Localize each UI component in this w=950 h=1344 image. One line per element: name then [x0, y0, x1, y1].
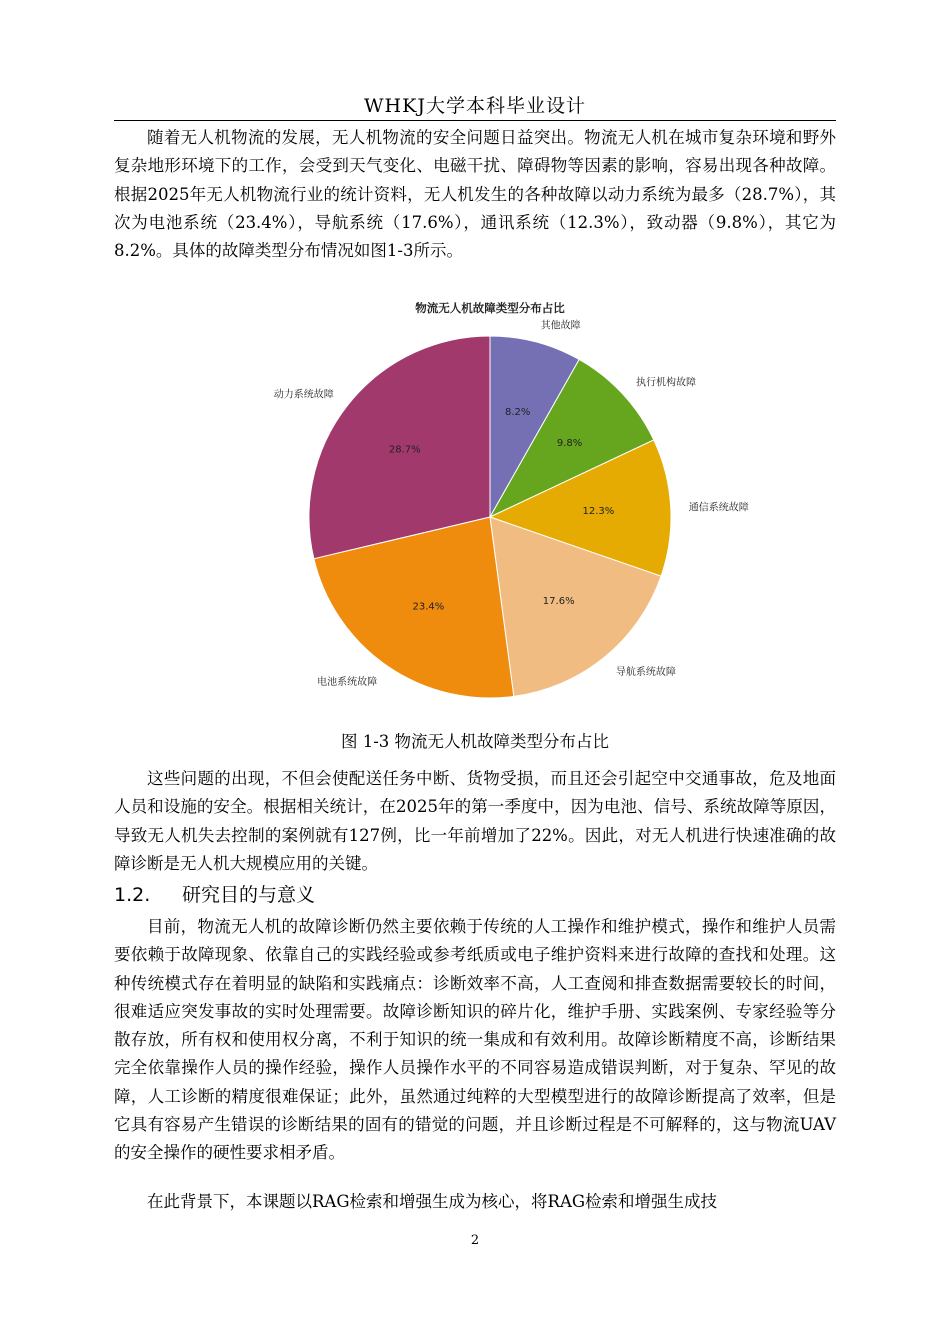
paragraph-intro: 随着无人机物流的发展，无人机物流的安全问题日益突出。物流无人机在城市复杂环境和野外复杂地形环境下的工作，会受到天气变化、电磁干扰、障碍物等因素的影响，容易出现各种故障。根据2025年无人机物流行业的统计资料，无人机发生的各种故障以动力系统为最多（28.7%），其次为电池系统（23.4%），导航系统（17.6%），通讯系统（12.3%），致动器（9.8%），其它为8.2%。具体的故障类型分布情况如图1-3所示。 [114, 128, 836, 261]
paragraph-problems: 这些问题的出现，不但会使配送任务中断、货物受损，而且还会引起空中交通事故，危及地面人员和设施的安全。根据相关统计，在2025年的第一季度中，因为电池、信号、系统故障等原因，导致无人机失去控制的案例就有127例，比一年前增加了22%。因此，对无人机进行快速准确的故障诊断是无人机大规模应用的关键。 [114, 769, 836, 873]
pie-percent-label-5: 28.7% [388, 444, 421, 456]
pie-category-label-0: 其他故障 [540, 320, 581, 332]
pie-chart-figure [114, 292, 836, 712]
section-heading [114, 878, 836, 912]
section-number: 1.2. [114, 884, 151, 906]
page-header: WHKJ大学本科毕业设计 [114, 92, 836, 121]
pie-category-label-3: 导航系统故障 [615, 667, 676, 679]
pie-category-label-2: 通信系统故障 [688, 502, 749, 514]
paragraph-current-status: 目前，物流无人机的故障诊断仍然主要依赖于传统的人工操作和维护模式，操作和维护人员需要依赖于故障现象、依靠自己的实践经验或参考纸质或电子维护资料来进行故障的查找和处理。这种传统模式存在着明显的缺陷和实践痛点：诊断效率不高，人工查阅和排查数据需要较长的时间，很难适应突发事故的实时处理需要。故障诊断知识的碎片化，维护手册、实践案例、专家经验等分散存放，所有权和使用权分离，不利于知识的统一集成和有效利用。故障诊断精度不高，诊断结果完全依靠操作人员的操作经验，操作人员操作水平的不同容易造成错误判断，对于复杂、罕见的故障，人工诊断的精度很难保证；此外，虽然通过纯粹的大型模型进行的故障诊断提高了效率，但是它具有容易产生错误的诊断结果的固有的错觉的问题，并且诊断过程是不可解释的，这与物流UAV的安全操作的硬性要求相矛盾。 [114, 917, 836, 1163]
section-title: 研究目的与意义 [182, 884, 316, 906]
page-number: 2 [470, 1233, 480, 1248]
pie-percent-label-1: 9.8% [556, 438, 583, 450]
pie-category-label-1: 执行机构故障 [636, 377, 696, 389]
pie-percent-label-2: 12.3% [582, 506, 615, 518]
paragraph-background: 在此背景下，本课题以RAG检索和增强生成为核心，将RAG检索和增强生成技 [147, 1192, 718, 1211]
pie-percent-label-4: 23.4% [412, 601, 445, 613]
pie-percent-label-3: 17.6% [542, 596, 575, 608]
pie-percent-label-0: 8.2% [504, 407, 531, 418]
chart-title: 物流无人机故障类型分布占比 [415, 301, 565, 315]
pie-category-label-4: 电池系统故障 [317, 677, 378, 688]
pie-category-label-5: 动力系统故障 [273, 389, 334, 401]
figure-caption: 图 1-3 物流无人机故障类型分布占比 [340, 732, 610, 751]
pie-chart [114, 292, 836, 712]
